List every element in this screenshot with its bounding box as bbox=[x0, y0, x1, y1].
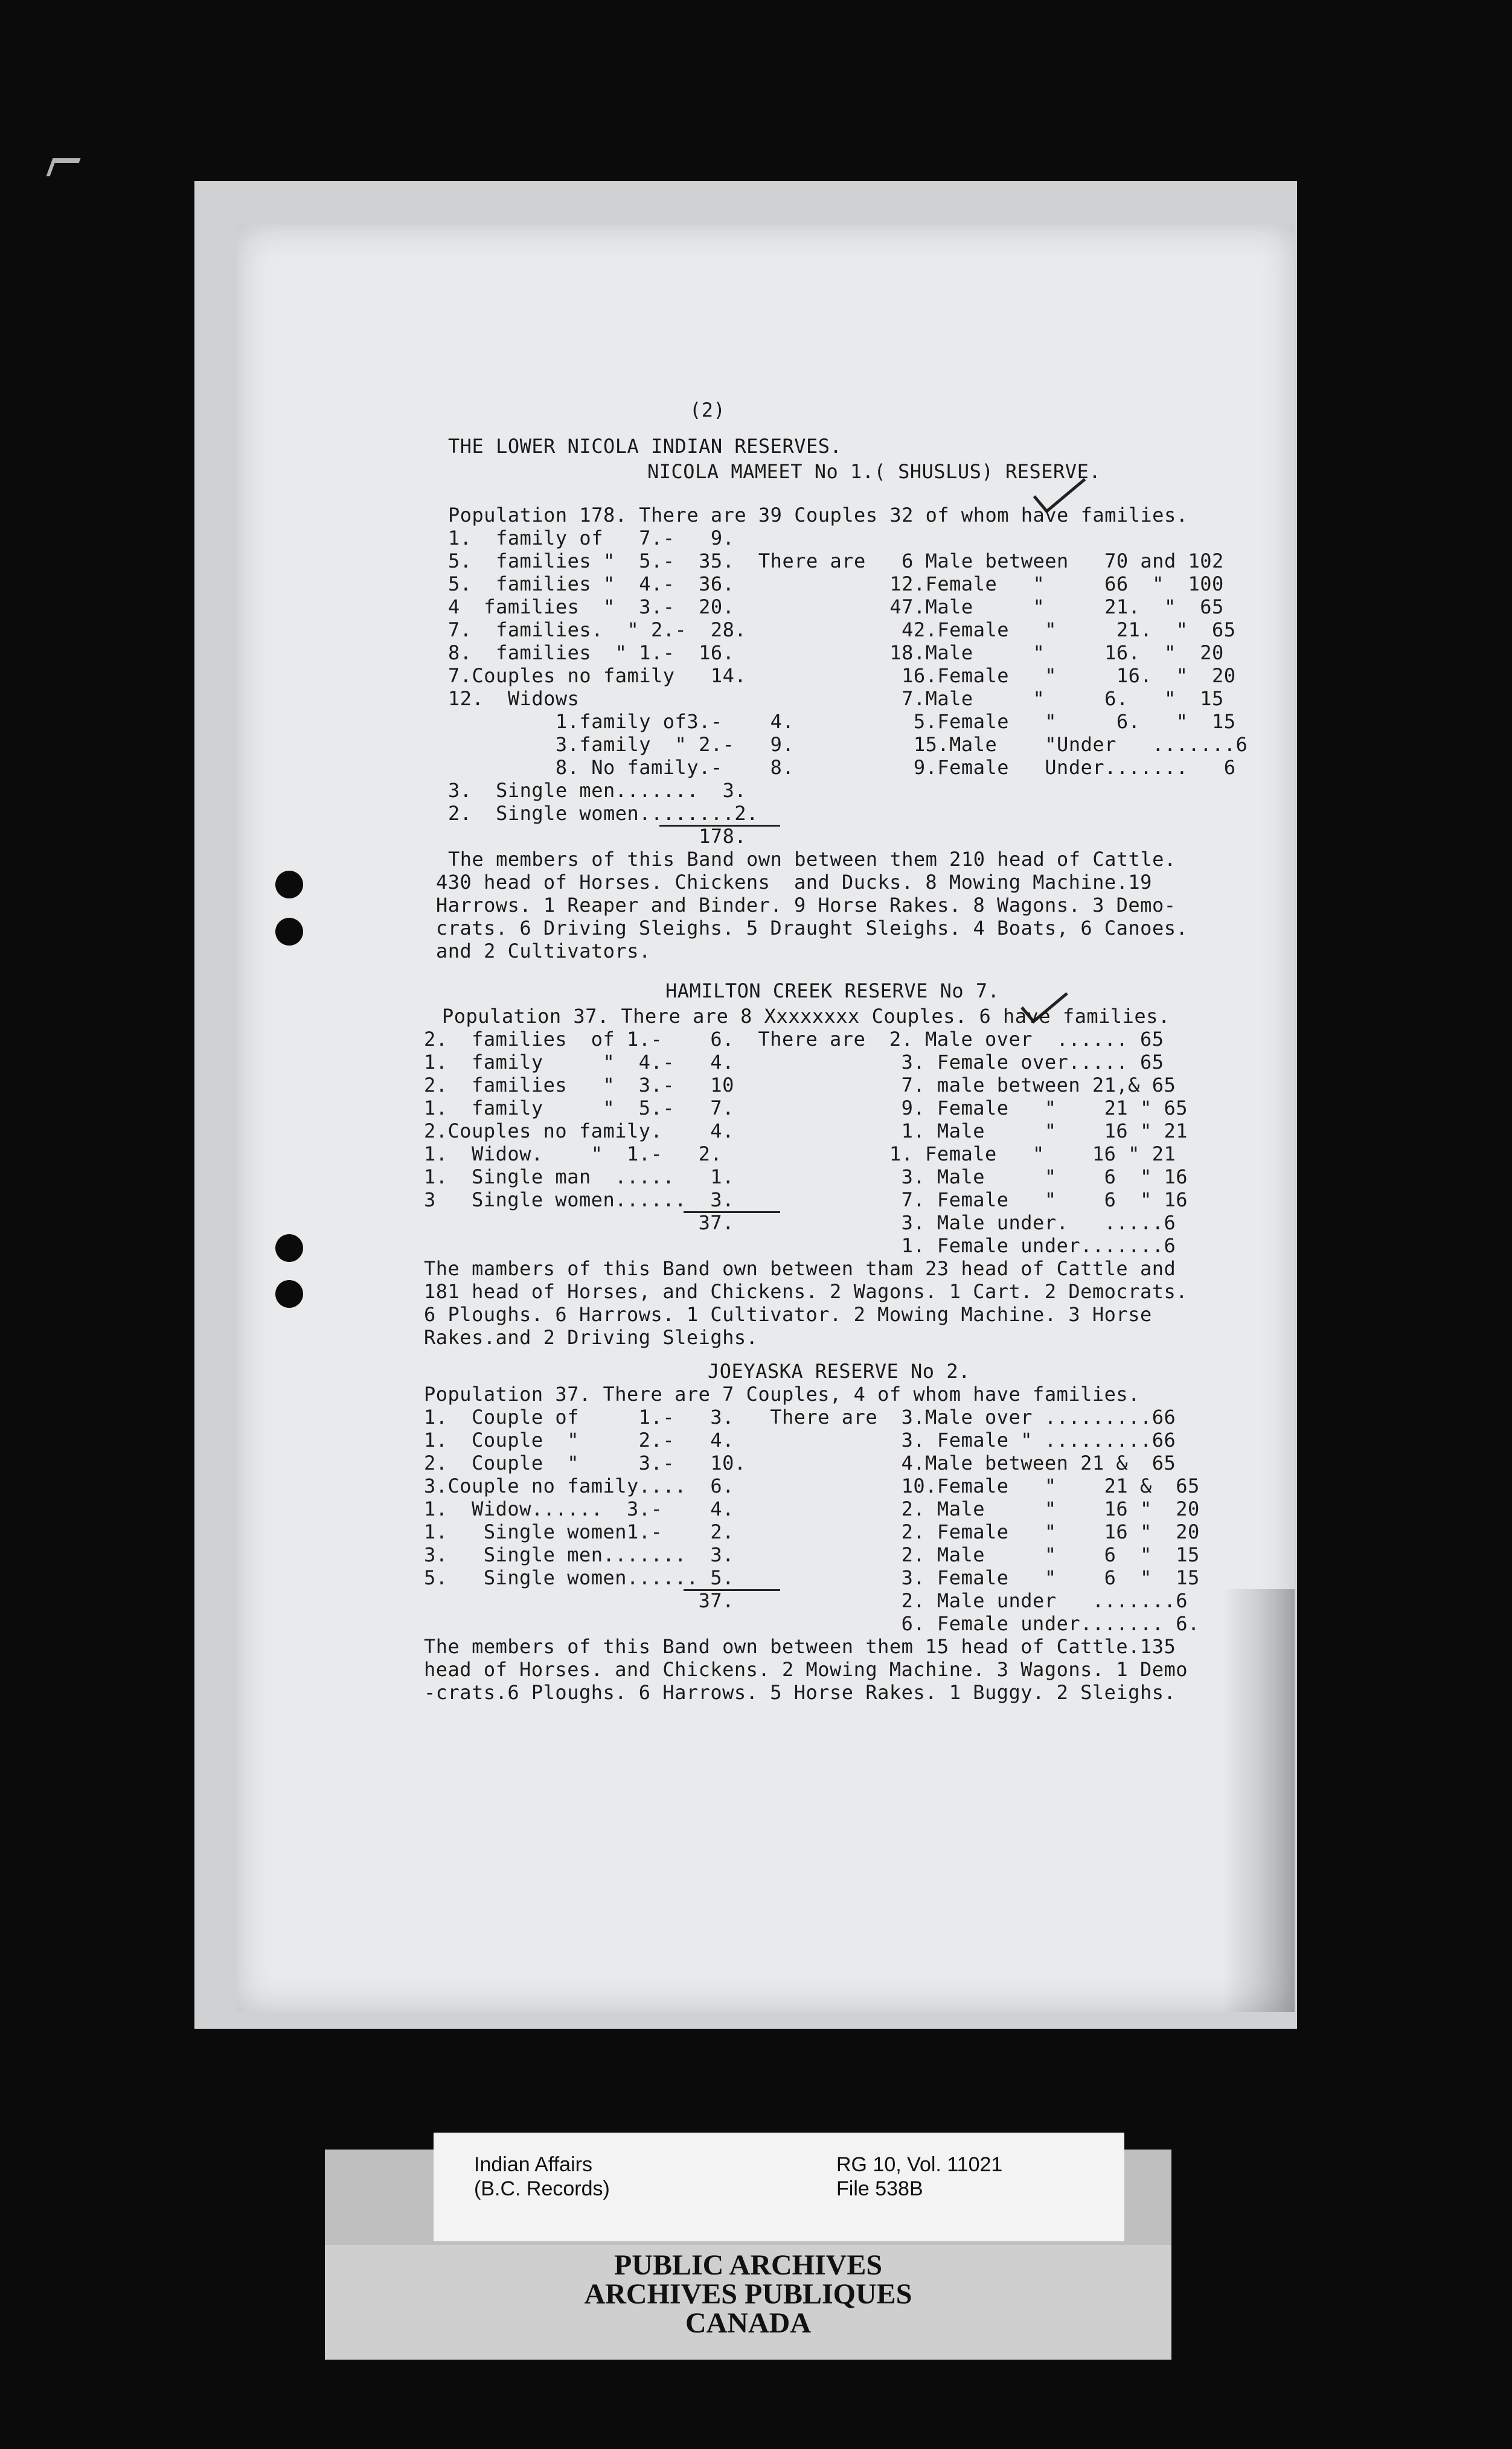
label-file: File 538B bbox=[836, 2177, 923, 2200]
section-heading: HAMILTON CREEK RESERVE No 7. bbox=[665, 979, 1000, 1002]
punch-hole bbox=[275, 871, 303, 898]
text-line: Population 37. There are 8 Xxxxxxxx Couples. 6 have families. bbox=[442, 1005, 1170, 1028]
text-line: 1. Widow. " 1.- 2. 1. Female " 16 " 21 bbox=[424, 1142, 1176, 1165]
text-line: 4 families " 3.- 20. 47.Male " 21. " 65 bbox=[448, 595, 1224, 618]
section-heading: JOEYASKA RESERVE No 2. bbox=[708, 1360, 970, 1383]
text-line: 3. Single men....... 3. bbox=[448, 779, 747, 802]
label-fonds: Indian Affairs bbox=[474, 2153, 592, 2176]
punch-hole bbox=[275, 1280, 303, 1308]
section-heading: NICOLA MAMEET No 1.( SHUSLUS) RESERVE. bbox=[647, 460, 1101, 483]
archives-name-fr: ARCHIVES PUBLIQUES bbox=[584, 2278, 912, 2310]
text-line: -crats.6 Ploughs. 6 Harrows. 5 Horse Rakes. 1 Buggy. 2 Sleighs. bbox=[424, 1681, 1176, 1704]
text-line: Population 178. There are 39 Couples 32 of whom have families. bbox=[448, 504, 1188, 527]
text-line: 5. families " 5.- 35. There are 6 Male between 70 and 102 bbox=[448, 549, 1224, 572]
text-line: 430 head of Horses. Chickens and Ducks. 8 Mowing Machine.19 bbox=[436, 871, 1152, 894]
text-line: Harrows. 1 Reaper and Binder. 9 Horse Rakes. 8 Wagons. 3 Demo- bbox=[436, 894, 1176, 917]
text-line: 1. family " 5.- 7. 9. Female " 21 " 65 bbox=[424, 1096, 1188, 1119]
text-line: The members of this Band own between them 15 head of Cattle.135 bbox=[424, 1635, 1176, 1658]
text-line: 12. Widows 7.Male " 6. " 15 bbox=[448, 687, 1224, 710]
archives-name-en: PUBLIC ARCHIVES bbox=[613, 2249, 883, 2281]
text-line: 2. Couple " 3.- 10. 4.Male between 21 & 65 bbox=[424, 1452, 1176, 1474]
archives-country: CANADA bbox=[685, 2307, 811, 2339]
text-line: 181 head of Horses, and Chickens. 2 Wagons. 1 Cart. 2 Democrats. bbox=[424, 1280, 1188, 1303]
text-line: 7. families. " 2.- 28. 42.Female " 21. " 65 bbox=[448, 618, 1236, 641]
text-line: 37. 3. Male under. .....6 bbox=[424, 1211, 1176, 1234]
punch-hole bbox=[275, 1234, 303, 1262]
document-title: THE LOWER NICOLA INDIAN RESERVES. bbox=[448, 435, 842, 458]
corner-mark bbox=[46, 158, 81, 176]
text-line: and 2 Cultivators. bbox=[436, 940, 651, 962]
text-line: head of Horses. and Chickens. 2 Mowing Machine. 3 Wagons. 1 Demo bbox=[424, 1658, 1188, 1681]
text-line: The members of this Band own between them 210 head of Cattle. bbox=[448, 848, 1176, 871]
text-line: 178. bbox=[448, 825, 747, 848]
text-line: 1. Couple of 1.- 3. There are 3.Male over .........66 bbox=[424, 1406, 1176, 1429]
text-line: The mambers of this Band own between tham 23 head of Cattle and bbox=[424, 1257, 1176, 1280]
text-line: 3.family " 2.- 9. 15.Male "Under .......6 bbox=[448, 733, 1248, 756]
document-page bbox=[237, 225, 1295, 2012]
text-line: crats. 6 Driving Sleighs. 5 Draught Sleighs. 4 Boats, 6 Canoes. bbox=[436, 917, 1188, 940]
text-line: Rakes.and 2 Driving Sleighs. bbox=[424, 1326, 758, 1349]
text-line: 2. families of 1.- 6. There are 2. Male over ...... 65 bbox=[424, 1028, 1164, 1051]
page-number: (2) bbox=[690, 399, 726, 421]
text-line: 7.Couples no family 14. 16.Female " 16. " 20 bbox=[448, 664, 1236, 687]
text-line: 3.Couple no family.... 6. 10.Female " 21 & 65 bbox=[424, 1474, 1200, 1497]
text-line: 5. Single women...... 5. 3. Female " 6 " 15 bbox=[424, 1566, 1200, 1589]
text-line: 1. Single man ..... 1. 3. Male " 6 " 16 bbox=[424, 1165, 1188, 1188]
text-line: 2. Single women........2. bbox=[448, 802, 758, 825]
text-line: 1. Widow...... 3.- 4. 2. Male " 16 " 20 bbox=[424, 1497, 1200, 1520]
text-line: 5. families " 4.- 36. 12.Female " 66 " 100 bbox=[448, 572, 1224, 595]
text-line: 3 Single women...... 3. 7. Female " 6 " 16 bbox=[424, 1188, 1188, 1211]
text-line: 1.family of3.- 4. 5.Female " 6. " 15 bbox=[448, 710, 1236, 733]
text-line: 1. Female under.......6 bbox=[424, 1234, 1176, 1257]
text-line: 1. Single women1.- 2. 2. Female " 16 " 20 bbox=[424, 1520, 1200, 1543]
text-line: 1. Couple " 2.- 4. 3. Female " .........66 bbox=[424, 1429, 1176, 1452]
text-line: 37. 2. Male under .......6 bbox=[424, 1589, 1188, 1612]
text-line: 1. family of 7.- 9. bbox=[448, 527, 735, 549]
text-line: 8. families " 1.- 16. 18.Male " 16. " 20 bbox=[448, 641, 1224, 664]
text-line: 6 Ploughs. 6 Harrows. 1 Cultivator. 2 Mowing Machine. 3 Horse bbox=[424, 1303, 1152, 1326]
text-line: 8. No family.- 8. 9.Female Under....... 6 bbox=[448, 756, 1236, 779]
label-records: (B.C. Records) bbox=[474, 2177, 610, 2200]
text-line: Population 37. There are 7 Couples, 4 of whom have families. bbox=[424, 1383, 1140, 1406]
text-line: 3. Single men....... 3. 2. Male " 6 " 15 bbox=[424, 1543, 1200, 1566]
text-line: 2.Couples no family. 4. 1. Male " 16 " 21 bbox=[424, 1119, 1188, 1142]
text-line: 6. Female under....... 6. bbox=[424, 1612, 1200, 1635]
punch-hole bbox=[275, 918, 303, 946]
label-volume: RG 10, Vol. 11021 bbox=[836, 2153, 1003, 2176]
text-line: 1. family " 4.- 4. 3. Female over..... 65 bbox=[424, 1051, 1164, 1074]
text-line: 2. families " 3.- 10 7. male between 21,& 65 bbox=[424, 1074, 1176, 1096]
